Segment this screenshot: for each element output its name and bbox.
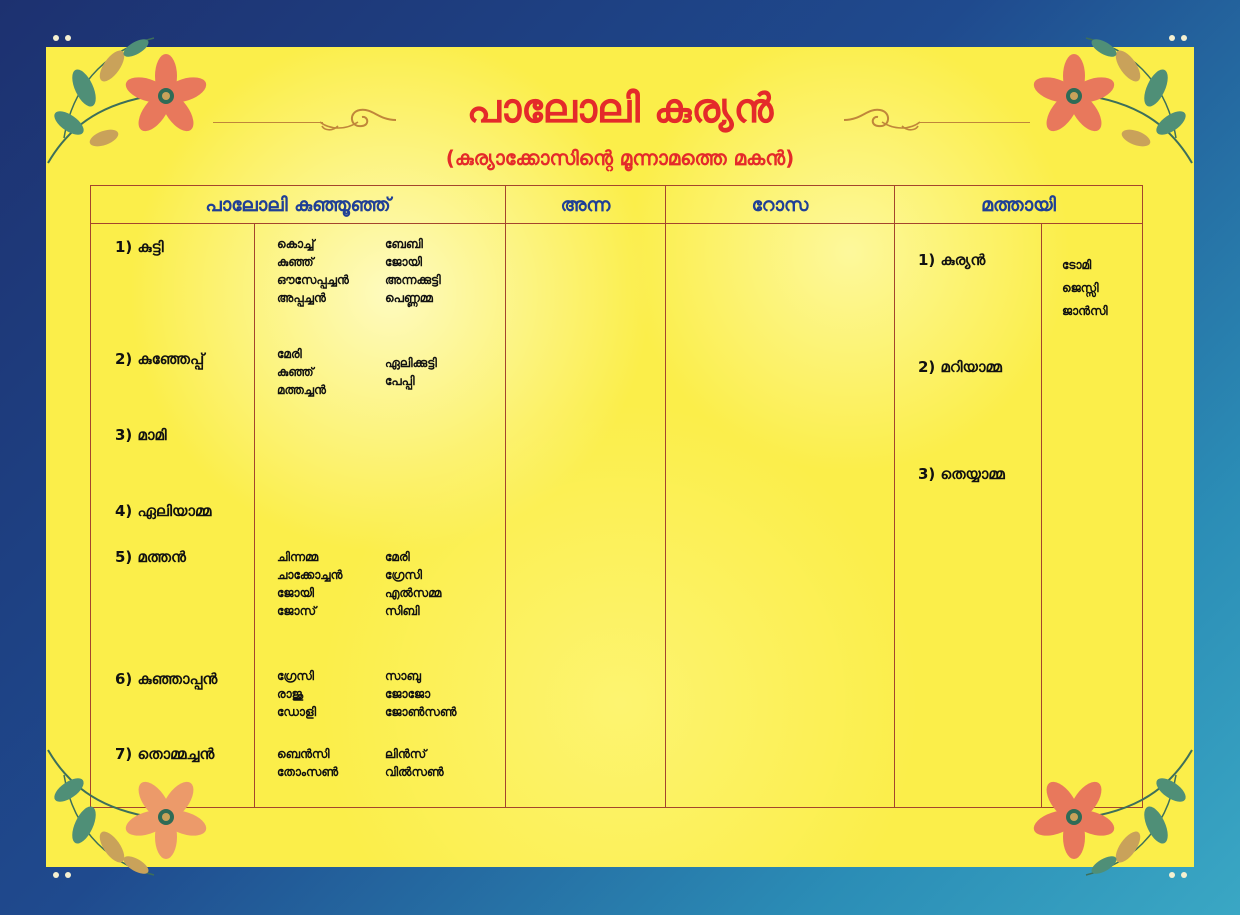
grandchild-name: സിബി bbox=[385, 604, 420, 618]
grandchild-name: ജോജോ bbox=[385, 687, 431, 701]
grandchild-name: രാജു bbox=[277, 687, 304, 701]
floral-corner-top-right-icon bbox=[1026, 18, 1196, 168]
child-name: 7) തൊമ്മച്ചൻ bbox=[115, 745, 215, 763]
grandchild-name: അന്നക്കുട്ടി bbox=[385, 273, 441, 287]
grandchild-group-left bbox=[277, 548, 342, 620]
child-name: 2) മറിയാമ്മ bbox=[918, 358, 1002, 376]
grandchild-name: ഔസേപ്പച്ചൻ bbox=[277, 273, 349, 287]
grandchild-name: തോംസൺ bbox=[277, 765, 339, 779]
grandchild-name: മത്തച്ചൻ bbox=[277, 383, 326, 397]
child-name: 1) കുര്യൻ bbox=[918, 251, 986, 269]
mathai-children-cell bbox=[895, 224, 1042, 808]
grandchild-name: കൊച്ച് bbox=[277, 237, 315, 251]
grandchild-name: ജെസ്സി bbox=[1062, 281, 1099, 295]
grandchild-name: ടോമി bbox=[1062, 258, 1092, 272]
child-name: 1) കുട്ടി bbox=[115, 238, 164, 256]
grandchild-name: ഗ്രേസി bbox=[385, 568, 422, 582]
grandchild-group-left bbox=[277, 667, 316, 721]
page-title: പാലോലി കുര്യൻ bbox=[466, 86, 774, 132]
grandchild-group-right bbox=[385, 354, 437, 390]
grandchild-name: കുഞ്ഞ് bbox=[277, 255, 314, 269]
grandchild-group-right bbox=[385, 548, 441, 620]
grandchild-name: മേരി bbox=[277, 347, 302, 361]
grandchild-name: പെണ്ണമ്മ bbox=[385, 291, 433, 305]
child-name: 5) മത്തൻ bbox=[115, 548, 186, 566]
rosa-cell bbox=[666, 224, 895, 808]
grandchild-name: ജോസ് bbox=[277, 604, 317, 618]
column-header-rosa: റോസ bbox=[666, 186, 895, 224]
column-header-anna: അന്ന bbox=[506, 186, 666, 224]
anna-cell bbox=[506, 224, 666, 808]
grandchild-name: വിൽസൺ bbox=[385, 765, 444, 779]
child-name: 6) കുഞ്ഞാപ്പൻ bbox=[115, 670, 218, 688]
grandchild-name: മേരി bbox=[385, 550, 410, 564]
page-subtitle: (കുര്യാക്കോസിന്റെ മൂന്നാമത്തെ മകൻ) bbox=[445, 146, 795, 170]
grandchild-name: ചിന്നമ്മ bbox=[277, 550, 319, 564]
grandchild-name: കുഞ്ഞ് bbox=[277, 365, 314, 379]
grandchild-name: ബേബി bbox=[385, 237, 423, 251]
floral-corner-bottom-right-icon bbox=[1026, 745, 1196, 895]
grandchild-group-left bbox=[277, 745, 338, 781]
column-header-mathai: മത്തായി bbox=[895, 186, 1143, 224]
mathai-grandchildren-cell bbox=[1042, 224, 1143, 808]
grandchild-group-left bbox=[277, 345, 326, 399]
grandchild-name: എൽസമ്മ bbox=[385, 586, 442, 600]
grandchild-name: പേപ്പി bbox=[385, 374, 415, 388]
grandchild-name: ജോയി bbox=[385, 255, 422, 269]
grandchild-name: ഗ്രേസി bbox=[277, 669, 314, 683]
grandchild-group-left bbox=[277, 235, 349, 307]
grandchild-name: ജോയി bbox=[277, 586, 314, 600]
grandchild-name: ബെൻസി bbox=[277, 747, 330, 761]
grandchild-name: ഏലിക്കുട്ടി bbox=[385, 356, 437, 370]
column-header-kunjunju: പാലോലി കുഞ്ഞൂഞ്ഞ് bbox=[91, 186, 506, 224]
grandchild-group-right bbox=[385, 745, 444, 781]
floral-corner-bottom-left-icon bbox=[44, 745, 214, 895]
child-name: 3) മാമി bbox=[115, 426, 167, 444]
child-name: 2) കുഞ്ഞേപ്പ് bbox=[115, 350, 205, 368]
grandchild-group-right bbox=[385, 235, 441, 307]
child-name: 4) ഏലിയാമ്മ bbox=[115, 502, 212, 520]
family-table bbox=[90, 185, 1143, 808]
child-name: 3) തെയ്യാമ്മ bbox=[918, 465, 1005, 483]
grandchild-name: ഡോളി bbox=[277, 705, 317, 719]
kunjunju-grandchildren-cell bbox=[255, 224, 506, 808]
grandchild-name: ജാൻസി bbox=[1062, 304, 1108, 318]
grandchild-name: ലിൻസ് bbox=[385, 747, 427, 761]
grandchild-name: അപ്പച്ചൻ bbox=[277, 291, 326, 305]
grandchild-group-right bbox=[385, 667, 457, 721]
kunjunju-children-cell bbox=[91, 224, 255, 808]
floral-corner-top-left-icon bbox=[44, 18, 214, 168]
grandchild-name: സാബു bbox=[385, 669, 421, 683]
grandchild-name: ചാക്കോച്ചൻ bbox=[277, 568, 343, 582]
grandchild-name: ജോൺസൺ bbox=[385, 705, 457, 719]
grandchild-group bbox=[1062, 254, 1108, 323]
